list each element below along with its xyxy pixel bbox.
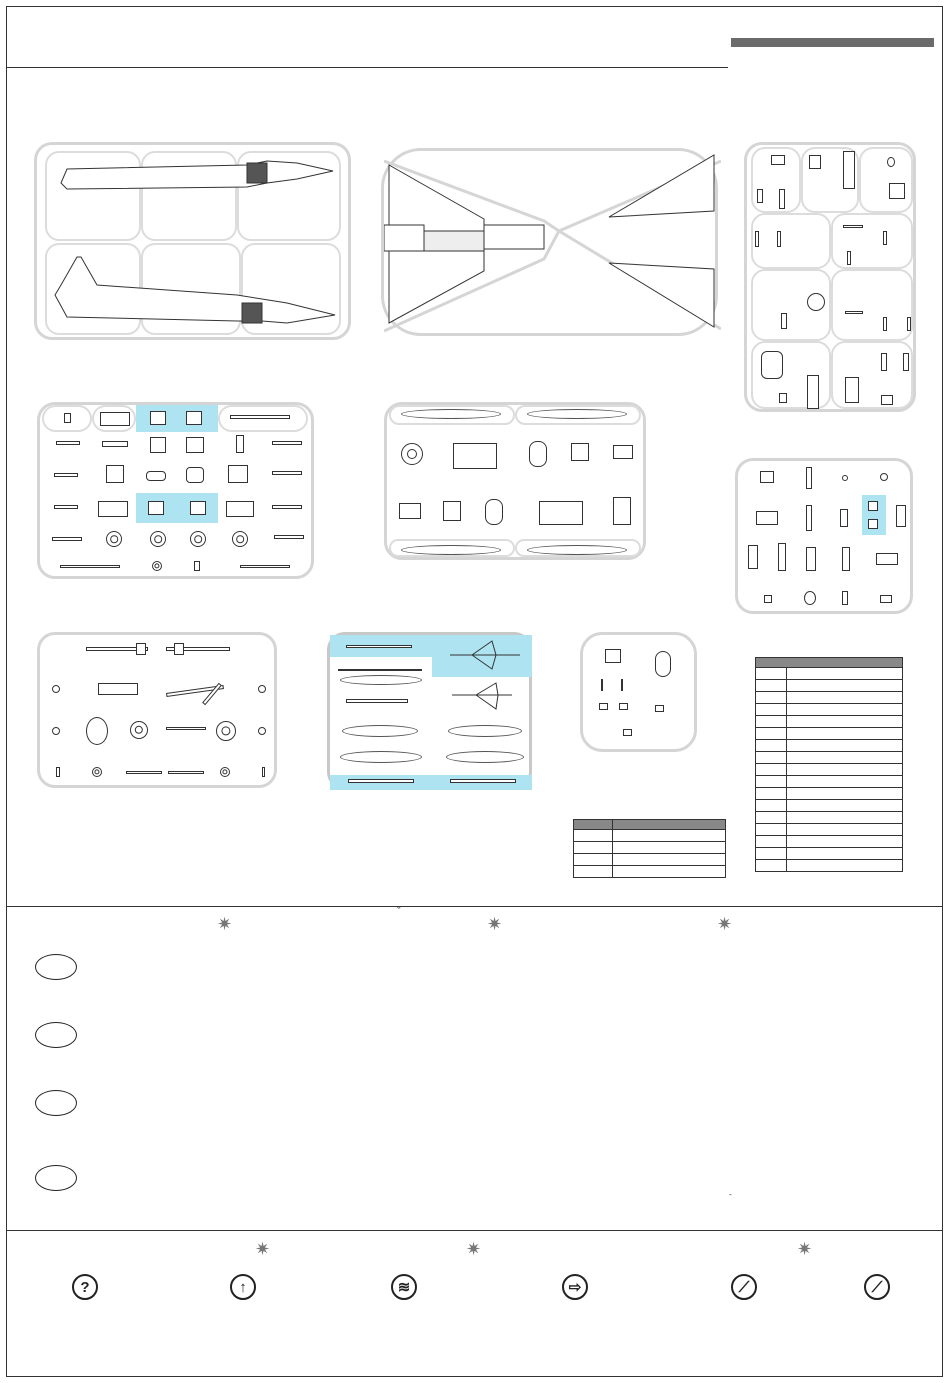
section-divider [6, 906, 943, 907]
part [148, 501, 164, 515]
wheel-part [130, 721, 148, 739]
part [272, 471, 302, 475]
part [529, 441, 547, 467]
part [346, 645, 412, 648]
sprue-wings [381, 148, 718, 336]
file-icon: ≋ [391, 1274, 417, 1300]
part [881, 395, 893, 405]
table-row [756, 680, 903, 692]
table-row [756, 692, 903, 704]
pod-part [401, 409, 501, 419]
part [346, 699, 408, 703]
part [623, 729, 632, 736]
section-divider [6, 1230, 943, 1231]
wheel-part [401, 443, 423, 465]
part [539, 501, 583, 525]
highlight-area [136, 405, 218, 432]
sprue-grid-a [37, 402, 314, 579]
part [106, 465, 124, 483]
part [485, 499, 503, 525]
part [619, 703, 628, 710]
table-row [574, 854, 726, 866]
sprue-grid-c [735, 458, 913, 614]
part [338, 669, 422, 671]
part [54, 473, 78, 477]
part [126, 771, 162, 774]
part [779, 189, 785, 209]
part [228, 465, 248, 483]
part [876, 553, 898, 565]
part [757, 189, 763, 203]
sprue-cell [831, 269, 913, 341]
part [599, 703, 608, 710]
table-row [756, 764, 903, 776]
part [186, 467, 204, 483]
part [842, 591, 848, 605]
part [847, 251, 851, 265]
star-icon: ✷ [255, 1239, 271, 1259]
chevron-down-icon: ˇ [397, 906, 401, 918]
part [399, 503, 421, 519]
part [102, 441, 128, 447]
sprue-small-parts [744, 142, 916, 412]
part [571, 443, 589, 461]
part [56, 441, 80, 445]
part [655, 651, 671, 677]
arrow-up-icon: ↑ [230, 1274, 256, 1300]
part [880, 595, 892, 603]
part [883, 317, 887, 331]
part [98, 683, 138, 695]
part [450, 779, 516, 783]
part [807, 375, 819, 409]
part [194, 561, 200, 571]
star-icon: ✷ [466, 1239, 482, 1259]
part [613, 445, 633, 459]
part [168, 771, 204, 774]
table-row [756, 812, 903, 824]
star-icon: ✷ [217, 914, 233, 934]
wheel-part [216, 721, 236, 741]
table-row [756, 860, 903, 872]
sprue-grid-d [37, 632, 277, 788]
part [880, 473, 888, 481]
pod-part [448, 725, 522, 737]
question-icon: ? [72, 1274, 98, 1300]
part [56, 767, 60, 777]
part [146, 471, 166, 481]
pod-part [342, 725, 418, 737]
part [166, 727, 206, 730]
table-row [574, 866, 726, 878]
part [150, 411, 166, 425]
language-badge [35, 1022, 77, 1048]
star-icon: ✷ [717, 914, 733, 934]
part [840, 509, 848, 527]
table-row [756, 704, 903, 716]
part [777, 231, 781, 247]
wheel-part [220, 767, 230, 777]
header-divider [6, 67, 728, 68]
table-row [756, 788, 903, 800]
sprue-cell [831, 341, 913, 409]
part [54, 505, 78, 509]
saw-icon: ⟋ [731, 1274, 757, 1300]
part [896, 505, 906, 527]
table-row [756, 740, 903, 752]
sprue-fuselage [34, 142, 351, 340]
knife-icon: ⟋ [864, 1274, 890, 1300]
part [761, 351, 783, 379]
part [262, 767, 265, 777]
fuselage-parts [37, 145, 354, 343]
small-mark: - [729, 1190, 732, 1199]
paint-table-large [755, 657, 903, 872]
part [605, 649, 621, 663]
part [807, 293, 825, 311]
part [806, 467, 812, 489]
star-icon: ✷ [487, 914, 503, 934]
table-header-cell [613, 820, 726, 830]
part [868, 519, 878, 529]
part [845, 377, 859, 403]
part [755, 231, 759, 247]
sprue-stores [327, 632, 532, 790]
part [272, 441, 302, 445]
part [453, 443, 497, 469]
pod-part [527, 409, 627, 419]
missile-part [432, 635, 532, 677]
part [806, 505, 812, 531]
part [52, 727, 60, 735]
table-row [756, 824, 903, 836]
table-row [574, 842, 726, 854]
part [771, 155, 785, 165]
part [806, 547, 816, 571]
part [889, 183, 905, 199]
wheel-part [92, 767, 102, 777]
arrow-right-icon: ⇨ [562, 1274, 588, 1300]
part [52, 685, 60, 693]
table-row [756, 728, 903, 740]
part [190, 501, 206, 515]
table-row [756, 800, 903, 812]
wing-parts [384, 151, 721, 339]
part [756, 511, 778, 525]
paint-table-small [573, 819, 726, 878]
part [258, 727, 266, 735]
part [842, 547, 850, 571]
pod-part [527, 545, 627, 555]
part [804, 591, 816, 605]
part [186, 437, 204, 453]
part [274, 535, 304, 539]
part [86, 717, 108, 745]
part [60, 565, 120, 568]
table-row [756, 776, 903, 788]
part [883, 231, 887, 245]
part [272, 505, 302, 509]
table-row [756, 668, 903, 680]
pod-part [340, 675, 422, 685]
pod-part [401, 545, 501, 555]
part [136, 643, 146, 655]
wheel-part [190, 531, 206, 547]
table-row [756, 716, 903, 728]
part [443, 501, 461, 521]
table-row [574, 830, 726, 842]
wheel-part [150, 531, 166, 547]
language-badge [35, 1090, 77, 1116]
sprue-cell [751, 213, 831, 269]
sprue-grid-b [384, 402, 646, 560]
part [778, 543, 786, 571]
part [903, 353, 909, 371]
part [348, 779, 414, 783]
sprue-cell [831, 213, 913, 269]
part [621, 679, 623, 691]
table-header-cell [574, 820, 613, 830]
wheel-part [232, 531, 248, 547]
part [868, 501, 878, 511]
part [843, 225, 863, 228]
pod-part [446, 751, 524, 763]
part [240, 565, 290, 568]
part [258, 685, 266, 693]
table-row [756, 752, 903, 764]
part [601, 679, 603, 691]
part [236, 435, 244, 453]
table-row [756, 836, 903, 848]
part [64, 413, 71, 423]
part [655, 705, 664, 712]
part [907, 317, 911, 331]
sprue-clear [580, 632, 697, 752]
part [748, 545, 758, 569]
part [843, 151, 855, 189]
part [809, 155, 821, 169]
part [52, 537, 82, 541]
part [842, 475, 848, 481]
wheel-part [106, 531, 122, 547]
part [779, 393, 787, 403]
part [881, 353, 887, 371]
part [845, 311, 863, 314]
wheel-part [152, 561, 162, 571]
title-bar [731, 38, 934, 47]
part [98, 501, 128, 517]
part [226, 501, 254, 517]
part [150, 437, 166, 453]
part [887, 157, 895, 167]
missile-part [432, 679, 532, 713]
language-badge [35, 954, 77, 980]
part [613, 497, 631, 525]
part [174, 643, 184, 655]
part [100, 412, 130, 426]
table-row [756, 848, 903, 860]
part [781, 313, 787, 329]
part [764, 595, 772, 603]
part [230, 415, 290, 419]
part [186, 411, 202, 425]
sprue-cell [859, 147, 913, 213]
pod-part [340, 751, 422, 763]
table-header-cell [756, 658, 903, 668]
star-icon: ✷ [797, 1239, 813, 1259]
language-badge [35, 1165, 77, 1191]
part [760, 471, 774, 483]
